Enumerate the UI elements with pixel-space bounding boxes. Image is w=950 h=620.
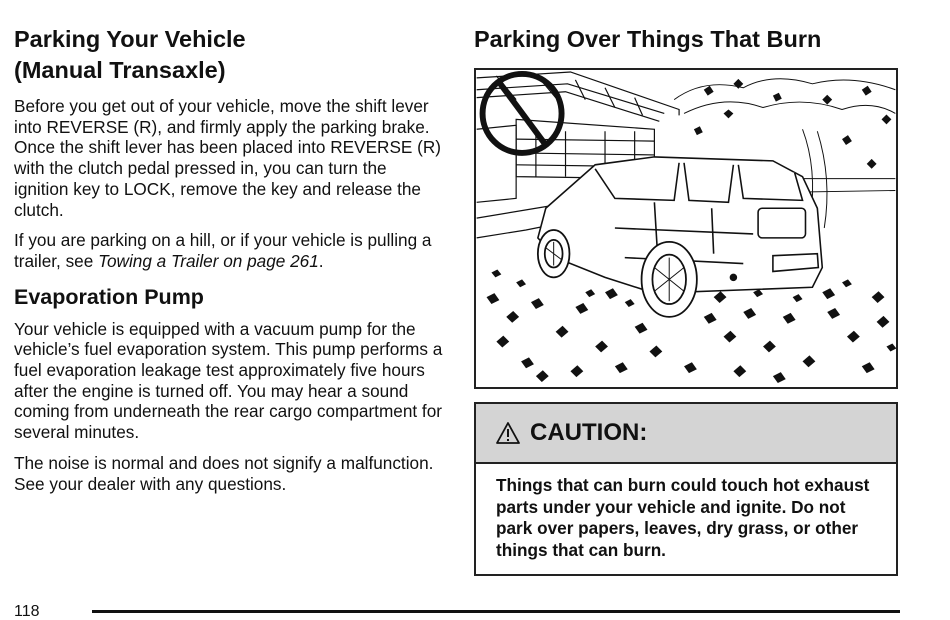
noise-paragraph: The noise is normal and does not signify a malfunction. See your dealer with any questions. xyxy=(14,452,434,494)
footer-rule xyxy=(92,610,900,613)
section-title-burn: Parking Over Things That Burn xyxy=(474,26,822,52)
hill-paragraph: If you are parking on a hill, or if your vehicle is pulling a trailer, see Towing a Trailer on page 261. xyxy=(14,230,432,271)
right-column xyxy=(474,24,900,55)
caution-box xyxy=(474,402,898,576)
section-title-evaporation: Evaporation Pump xyxy=(14,284,204,309)
section-title-parking: Parking Your Vehicle (Manual Transaxle) xyxy=(14,26,246,83)
caution-title: CAUTION: xyxy=(530,419,648,446)
parking-paragraph: Before you get out of your vehicle, move the shift lever into REVERSE (R), and firmly apply the parking brake. Once the shift lever has been placed into REVERSE (R) with the clutch pedal pressed in, you can turn the ignition key to LOCK, remove the key and release the clutch. xyxy=(14,96,442,220)
warning-triangle-icon xyxy=(496,421,520,445)
evaporation-paragraph: Your vehicle is equipped with a vacuum pump for the vehicle’s fuel evaporation system. This pump performs a fuel evaporation leakage test approximately five hours after the engine is turned off. You may hear a sound coming from underneath the rear cargo compartment for several minutes. xyxy=(14,318,443,443)
left-column xyxy=(14,24,444,494)
caution-header xyxy=(476,404,896,464)
vehicle-over-leaves-illustration xyxy=(474,68,898,389)
caution-text: Things that can burn could touch hot exhaust parts under your vehicle and ignite. Do not park over papers, leaves, dry grass, or other things that can burn. xyxy=(496,475,870,560)
page-number: 118 xyxy=(14,603,40,620)
towing-reference-link[interactable]: Towing a Trailer on page 261 xyxy=(98,250,319,271)
prohibition-icon xyxy=(483,74,562,153)
